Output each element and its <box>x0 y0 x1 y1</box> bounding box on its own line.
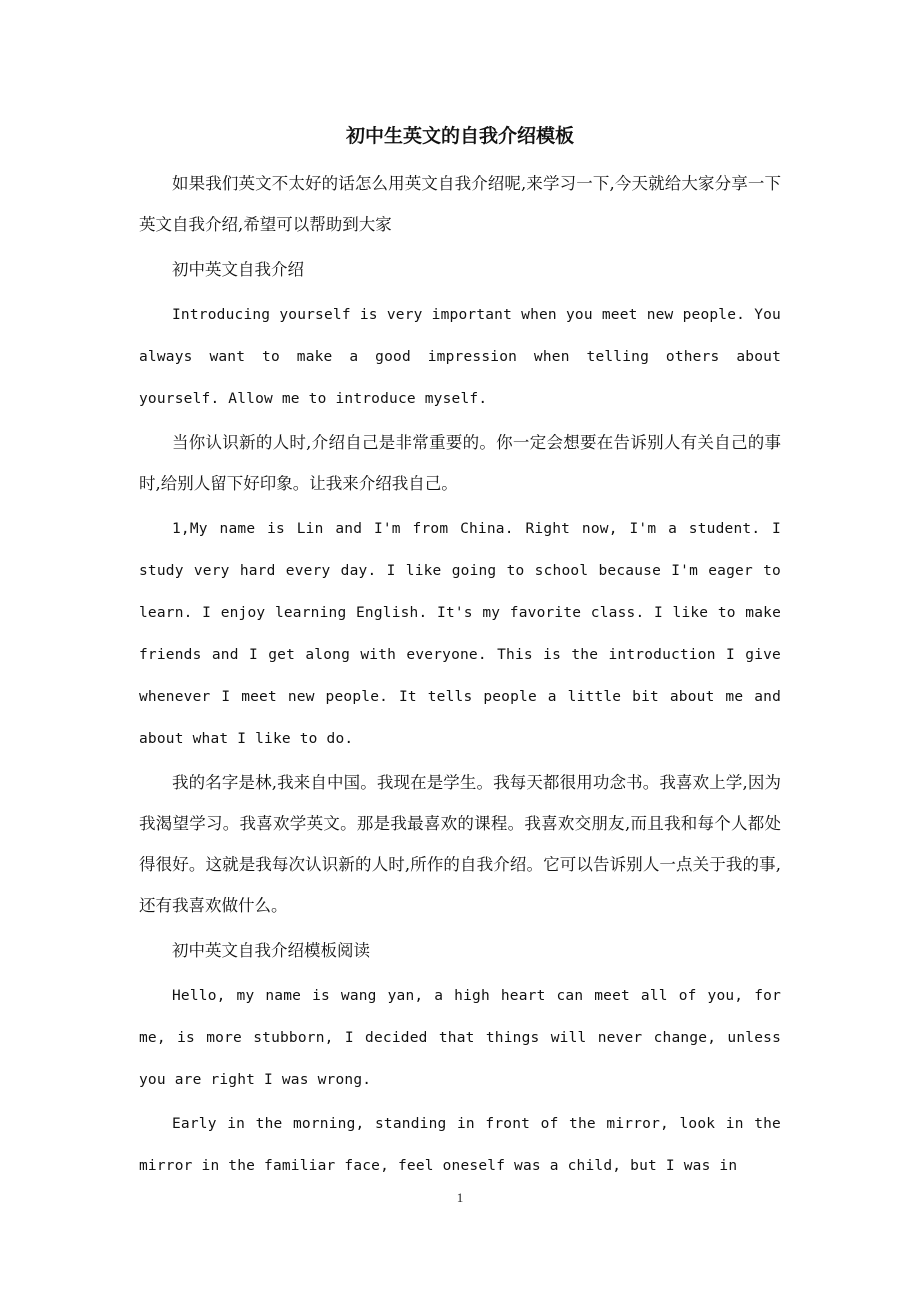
page-number: 1 <box>456 1190 464 1205</box>
intro-paragraph: 如果我们英文不太好的话怎么用英文自我介绍呢,来学习一下,今天就给大家分享一下英文自我介绍,希望可以帮助到大家 <box>139 174 781 234</box>
chinese-translation-paragraph: 我的名字是林,我来自中国。我现在是学生。我每天都很用功念书。我喜欢上学,因为我渴望学习。我喜欢学英文。那是我最喜欢的课程。我喜欢交朋友,而且我和每个人都处得很好。这就是我每次认识新的人时,所作的自我介绍。它可以告诉别人一点关于我的事,还有我喜欢做什么。 <box>139 773 781 915</box>
english-paragraph: 1,My name is Lin and I'm from China. Right now, I'm a student. I study very hard every day. I like going to school because I'm eager to learn. I enjoy learning English. It's my favorite class. I like to make friends and I get along with everyone. This is the introduction I give whenever I meet new people. It tells people a little bit about me and about what I like to do. <box>139 521 781 747</box>
english-paragraph: Introducing yourself is very important when you meet new people. You always want to make a good impression when telling others about yourself. Allow me to introduce myself. <box>139 307 781 407</box>
english-paragraph: Early in the morning, standing in front of the mirror, look in the mirror in the familiar face, feel oneself was a child, but I was in <box>139 1116 781 1174</box>
document-body <box>139 119 781 1189</box>
section-heading: 初中英文自我介绍模板阅读 <box>172 941 370 960</box>
section-heading: 初中英文自我介绍 <box>172 260 304 279</box>
chinese-translation-paragraph: 当你认识新的人时,介绍自己是非常重要的。你一定会想要在告诉别人有关自己的事时,给别人留下好印象。让我来介绍我自己。 <box>139 433 781 493</box>
english-paragraph: Hello, my name is wang yan, a high heart can meet all of you, for me, is more stubborn, I decided that things will never change, unless you are right I was wrong. <box>139 988 781 1088</box>
page-title: 初中生英文的自我介绍模板 <box>345 125 574 147</box>
